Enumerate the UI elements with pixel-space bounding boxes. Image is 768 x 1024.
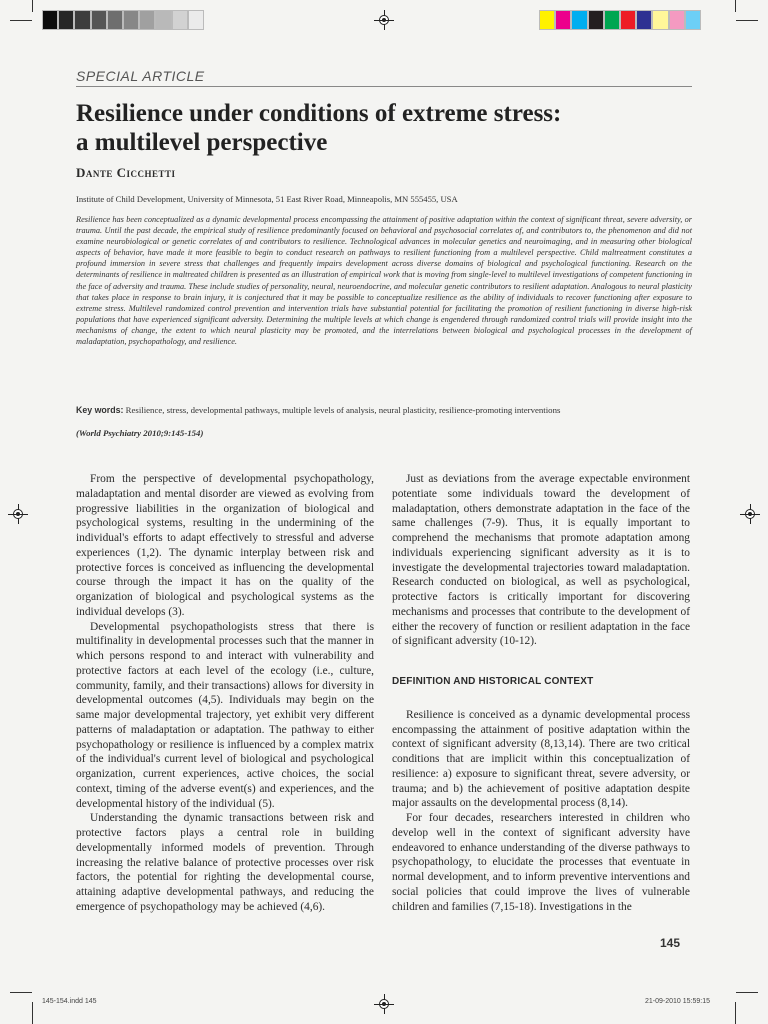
grey-patch: [123, 10, 139, 30]
registration-mark-icon: [377, 997, 391, 1011]
section-heading: DEFINITION AND HISTORICAL CONTEXT: [392, 676, 594, 687]
paragraph: From the perspective of developmental psychopathology, maladaptation and mental disorder are viewed as evolving from progressive liabilities in the organization of biological and psychological systems, resulting in the undermining of the individual's efforts to adapt effectively to stressful and adverse experiences (1,2). The dynamic interplay between risk and protective forces is conceived as influencing the developmental course through the impact it has on the quality of the organization of biological and psychological systems as the individual develops (3).: [76, 473, 374, 618]
paragraph: Understanding the dynamic transactions between risk and protective factors plays a central role in building developmentally informed models of prevention. Through increasing the relative balance of protective processes over risk factors, the potential for righting the developmental course, attaining adaptive developmental pathways, and reducing the emergence of psychopathology may be achieved (4,6).: [76, 812, 374, 913]
keywords-list: Resilience, stress, developmental pathways, multiple levels of analysis, neural plasticity, resilience-promoting interventions: [125, 405, 561, 415]
article-title: [76, 99, 696, 157]
grey-patch: [74, 10, 90, 30]
color-patch: [571, 10, 587, 30]
crop-mark: [735, 1002, 736, 1024]
color-patch: [588, 10, 604, 30]
grey-patch: [58, 10, 74, 30]
abstract: Resilience has been conceptualized as a dynamic developmental process encompassing the attainment of positive adaptation within the context of significant threat, severe adversity, or trauma. Until the past decade, the empirical study of resilience predominantly focused on behavioral and psychosocial correlates of, and contributors to, the phenomenon and did not examine neurobiological or genetic correlates of and contributors to resilience. Technological advances in molecular genetics and neuroimaging, and in measuring other biological aspects of behavior, have made it more feasible to begin to conduct research on pathways to resilient functioning from a multilevel perspective. Child maltreatment constitutes a profound immersion in severe stress that challenges and frequently impairs development across diverse domains of biological and psychological functioning. Research on the determinants of resilience in maltreated children is presented as an illustration of empirical work that is moving from single-level to multilevel investigations of competent functioning in the face of adversity and trauma. These include studies of personality, neural, neuroendocrine, and molecular genetic contributors to resilient adaptation. Analogous to neural plasticity that takes place in response to brain injury, it is conjectured that it may be possible to conceptualize resilience as the ability of individuals to recover functioning after exposure to extreme stress. Multilevel randomized control prevention and intervention trials have substantial potential for facilitating the promotion of resilient functioning in diverse high-risk populations that have experienced significant adversity. Determining the multiple levels at which change is engendered through randomized control trials will provide insight into the mechanisms of change, the extent to which neural plasticity may be promoted, and the interrelations between biological and psychological processes in the development of maladaptation, psychopathology, and resilience.: [76, 215, 692, 347]
grey-patch: [91, 10, 107, 30]
crop-mark: [32, 0, 33, 12]
title-line-2: a multilevel perspective: [76, 129, 328, 156]
footer-timestamp: 21-09-2010 15:59:15: [645, 998, 710, 1005]
author-affiliation: Institute of Child Development, University of Minnesota, 51 East River Road, Minneapolis, MN 555455, USA: [76, 194, 458, 204]
registration-mark-icon: [11, 507, 25, 521]
paragraph: Resilience is conceived as a dynamic developmental process encompassing the attainment of positive adaptation within the context of significant adversity (8,13,14). There are two critical conditions that are implicit within this conceptualization of resilience: a) exposure to significant threat, severe adversity, or trauma; and b) the achievement of positive adaptation despite major assaults on the developmental process (8,14).: [392, 708, 690, 810]
paragraph: Developmental psychopathologists stress that there is multifinality in developmental processes such that the manner in which persons respond to and interact with vulnerability and protective factors at each level of the ecology (i.e., culture, community, family, and their transactions) allows for diversity in developmental outcomes (4,5). Individuals may begin on the same major developmental trajectory, yet exhibit very different patterns of maladaptation or adaptation. The pathway to either psychopathology or resilience is influenced by a complex matrix of the individual's current level of biological and psychological organization, current experiences, active choices, the social context, timing of the adverse event(s) and experiences, and the developmental history of the individual (5).: [76, 620, 374, 810]
citation: (World Psychiatry 2010;9:145-154): [76, 428, 204, 438]
body-column-left: [76, 472, 374, 915]
grey-patch: [188, 10, 204, 30]
color-patch: [636, 10, 652, 30]
grey-patch: [139, 10, 155, 30]
section-label: SPECIAL ARTICLE: [76, 68, 205, 84]
paragraph: For four decades, researchers interested in children who develop well in the context of significant adversity have endeavored to enhance understanding of the diverse pathways to psychopathology, to elucidate the processes that eventuate in normal development, and to inform preventive interventions and social policies that could improve the lives of vulnerable children and families (7,15-18). Investigations in the: [392, 812, 690, 913]
author-name: Dante Cicchetti: [76, 165, 176, 180]
footer-file-info: 145-154.indd 145: [42, 998, 97, 1005]
color-calibration-bar: [539, 10, 701, 30]
title-line-1: Resilience under conditions of extreme stress:: [76, 100, 562, 127]
registration-mark-icon: [377, 13, 391, 27]
color-patch: [539, 10, 555, 30]
crop-mark: [736, 20, 758, 21]
grey-patch: [172, 10, 188, 30]
registration-mark-icon: [743, 507, 757, 521]
crop-mark: [32, 1002, 33, 1024]
grey-calibration-bar: [42, 10, 204, 30]
crop-mark: [736, 992, 758, 993]
body-column-right: [392, 472, 690, 914]
grey-patch: [107, 10, 123, 30]
keywords: [76, 405, 692, 415]
page-number: 145: [660, 936, 681, 950]
color-patch: [555, 10, 571, 30]
color-patch: [669, 10, 685, 30]
color-patch: [620, 10, 636, 30]
grey-patch: [155, 10, 171, 30]
keywords-label: Key words:: [76, 405, 124, 415]
crop-mark: [735, 0, 736, 12]
crop-mark: [10, 20, 32, 21]
header-rule: [76, 86, 692, 87]
color-patch: [685, 10, 701, 30]
paragraph: Just as deviations from the average expectable environment potentiate some individuals toward the development of maladaptation, others demonstrate adaptation in the face of the same challenges (7-9). Thus, it is equally important to comprehend the mechanisms that promote adaptation among individuals experiencing significant adversity as it is to investigate the developmental trajectories toward maladaptation. Research conducted on biological, as well as psychological, protective factors is critically important for discovering mechanisms and processes that contribute to the development of either the recovery of function or resilient adaptation in the face of significant adversity (10-12).: [392, 473, 690, 648]
grey-patch: [42, 10, 58, 30]
color-patch: [604, 10, 620, 30]
color-patch: [652, 10, 668, 30]
crop-mark: [10, 992, 32, 993]
